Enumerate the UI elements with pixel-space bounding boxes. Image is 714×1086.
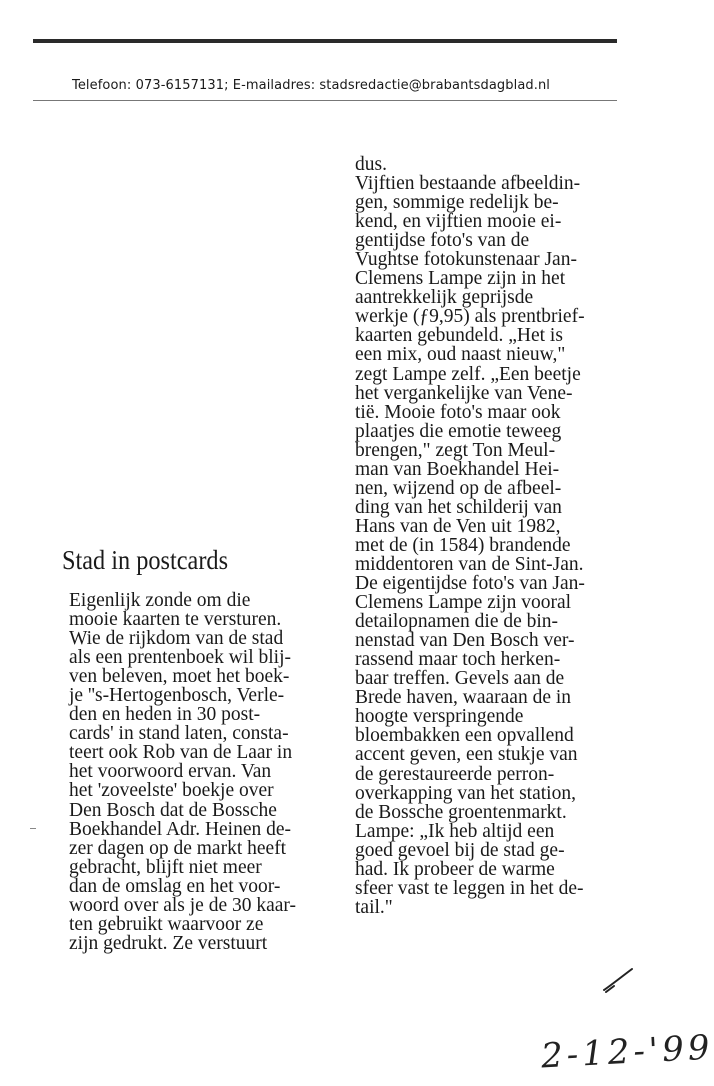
text-line: het 'zoveelste' boekje over: [69, 780, 274, 802]
text-line: tië. Mooie foto's maar ook: [355, 401, 561, 423]
text-line: Boekhandel Adr. Heinen de-: [69, 818, 292, 840]
text-line: ven beleven, moet het boek-: [69, 666, 290, 688]
header-rule: [33, 100, 617, 101]
text-line: Brede haven, waaraan de in: [355, 687, 572, 709]
text-line: tail.": [355, 896, 393, 918]
text-line: overkapping van het station,: [355, 782, 576, 804]
text-line: je ''s-Hertogenbosch, Verle-: [69, 685, 285, 707]
text-line: aantrekkelijk geprijsde: [355, 287, 534, 309]
text-line: dus.: [355, 154, 387, 175]
text-line: goed gevoel bij de stad ge-: [355, 839, 565, 861]
text-line: Lampe: „Ik heb altijd een: [355, 820, 555, 842]
scan-mark: [30, 828, 36, 829]
text-line: zegt Lampe zelf. „Een beetje: [355, 363, 581, 385]
text-line: man van Boekhandel Hei-: [355, 458, 560, 480]
text-line: detailopnamen die de bin-: [355, 611, 559, 633]
top-rule: [33, 39, 617, 43]
contact-line: Telefoon: 073-6157131; E-mailadres: stadsredactie@brabantsdagblad.nl: [72, 78, 551, 93]
text-line: ten gebruikt waarvoor ze: [69, 913, 264, 935]
text-line: gebracht, blijft niet meer: [69, 856, 262, 878]
text-line: als een prentenboek wil blij-: [69, 647, 292, 669]
text-line: gen, sommige redelijk be-: [355, 192, 559, 214]
article-left-column: [69, 591, 334, 953]
text-line: hoogte verspringende: [355, 706, 524, 728]
text-line: Hans van de Ven uit 1982,: [355, 515, 561, 537]
text-line: het voorwoord ervan. Van: [69, 761, 272, 783]
article-right-column: [355, 155, 655, 917]
text-line: plaatjes die emotie teweeg: [355, 420, 562, 442]
text-line: accent geven, een stukje van: [355, 744, 578, 766]
text-line: middentoren van de Sint-Jan.: [355, 553, 584, 575]
text-line: zijn gedrukt. Ze verstuurt: [69, 932, 268, 954]
text-line: ding van het schilderij van: [355, 496, 562, 518]
text-line: had. Ik probeer de warme: [355, 858, 555, 880]
text-line: nenstad van Den Bosch ver-: [355, 630, 575, 652]
text-line: baar treffen. Gevels aan de: [355, 668, 565, 690]
text-line: Wie de rijkdom van de stad: [69, 628, 284, 650]
text-line: Clemens Lampe zijn vooral: [355, 592, 572, 614]
handwritten-date: 2-12-'99: [540, 1027, 714, 1077]
text-line: de Bossche groentenmarkt.: [355, 801, 567, 823]
text-line: bloembakken een opvallend: [355, 725, 574, 747]
text-line: Eigenlijk zonde om die: [69, 590, 251, 611]
text-line: kaarten gebundeld. „Het is: [355, 325, 563, 347]
end-of-article-mark: [600, 966, 636, 994]
text-line: zer dagen op de markt heeft: [69, 837, 287, 859]
text-line: met de (in 1584) brandende: [355, 534, 571, 556]
text-line: Vijftien bestaande afbeeldin-: [355, 173, 581, 195]
text-line: werkje (ƒ9,95) als prentbrief-: [355, 306, 585, 328]
text-line: nen, wijzend op de afbeel-: [355, 477, 562, 499]
text-line: den en heden in 30 post-: [69, 704, 261, 726]
text-line: brengen," zegt Ton Meul-: [355, 439, 556, 461]
text-line: cards' in stand laten, consta-: [69, 723, 289, 745]
text-line: Clemens Lampe zijn in het: [355, 268, 566, 290]
text-line: mooie kaarten te versturen.: [69, 609, 282, 631]
text-line: dan de omslag en het voor-: [69, 875, 281, 897]
text-line: sfeer vast te leggen in het de-: [355, 877, 584, 899]
text-line: woord over als je de 30 kaar-: [69, 894, 297, 916]
text-line: gentijdse foto's van de: [355, 230, 530, 252]
text-line: Vughtse fotokunstenaar Jan-: [355, 249, 577, 271]
text-line: Den Bosch dat de Bossche: [69, 799, 277, 821]
text-line: de gerestaureerde perron-: [355, 763, 555, 785]
text-line: rassend maar toch herken-: [355, 649, 561, 671]
text-line: een mix, oud naast nieuw,": [355, 344, 566, 366]
text-line: kend, en vijftien mooie ei-: [355, 211, 562, 233]
article-headline: Stad in postcards: [62, 545, 229, 575]
text-line: teert ook Rob van de Laar in: [69, 742, 293, 764]
text-line: De eigentijdse foto's van Jan-: [355, 573, 585, 595]
text-line: het vergankelijke van Vene-: [355, 382, 573, 404]
